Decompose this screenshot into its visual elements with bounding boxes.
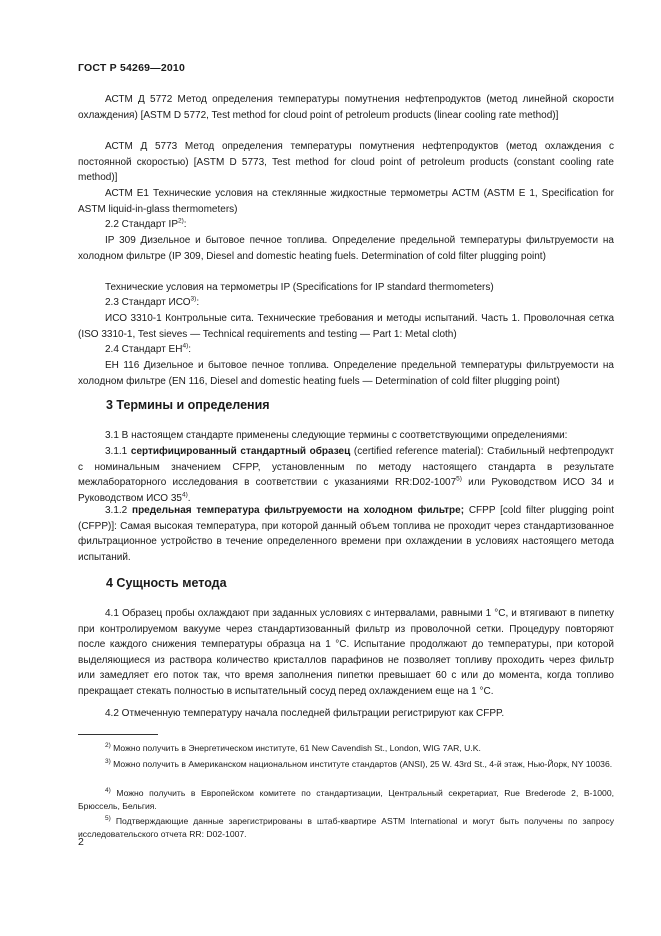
ref-en-heading xyxy=(78,342,614,358)
ref-en-heading-text: 2.4 Стандарт ЕН xyxy=(105,344,183,355)
ref-en-116: ЕН 116 Дизельное и бытовое печное топлива. Определение предельной температуры фильтруемости на холодном фильтре (EN 116, Diesel and domestic heating fuels — Determination of cold filter plugging point) xyxy=(78,360,614,387)
footnote-2-mark: 2) xyxy=(105,742,111,750)
term-3-1-1-definition: (certified reference material): Стабильный нефтепродукт с номинальным значением CFPP, установленным по методу настоящего стандарта в результате межлабораторного исследования в соответствии с указаниями RR:D02-1007 xyxy=(78,446,615,488)
footnote-ref-3: 3) xyxy=(190,295,197,303)
footnote-3 xyxy=(78,758,614,771)
term-3-1-1-period: . xyxy=(187,492,191,504)
ref-iso-heading-text: 2.3 Стандарт ИСО xyxy=(105,297,191,308)
footnote-2 xyxy=(78,742,614,755)
term-3-1-1-number: 3.1.1 xyxy=(105,446,131,457)
term-3-1-1 xyxy=(78,444,614,506)
standard-code: ГОСТ Р 54269—2010 xyxy=(78,62,186,74)
page-number: 2 xyxy=(78,836,84,848)
ref-astm-d5773: АСТМ Д 5773 Метод определения температуры помутнения нефтепродуктов (метод охлаждения с постоянной скоростью) [ASTM D 5773, Test method for cloud point of petroleum products (constant cooling rate method)] xyxy=(78,141,614,183)
ref-iso-heading-colon: : xyxy=(196,297,200,308)
ref-iso-3310: ИСО 3310-1 Контрольные сита. Технические требования и методы испытаний. Часть 1. Проволочная сетка (ISO 3310-1, Test sieves — Technical requirements and testing — Part 1: Metal cloth) xyxy=(78,313,614,340)
section-3-intro: 3.1 В настоящем стандарте применены следующие термины с соответствующими определениями: xyxy=(105,430,568,441)
footnote-4-mark: 4) xyxy=(105,787,111,795)
footnote-ref-5: 5) xyxy=(456,475,462,483)
footnote-5-text: Подтверждающие данные зарегистрированы в штаб-квартире ASTM International и могут быть получены по запросу исследовательского отчета RR: D02-1007. xyxy=(78,816,614,839)
clause-4-2: 4.2 Отмеченную температуру начала последней фильтрации регистрируют как CFPP. xyxy=(105,708,505,719)
ref-ip-thermometers: Технические условия на термометры IP (Specifications for IP standard thermometers) xyxy=(105,282,494,293)
footnote-4-text: Можно получить в Европейском комитете по стандартизации, Центральный секретариат, Rue Brederode 2, B-1000, Брюссель, Бельгия. xyxy=(78,788,614,811)
footnote-ref-4b: 4) xyxy=(181,491,188,499)
footnote-ref-2: 2) xyxy=(178,217,184,225)
footnote-5-mark: 5) xyxy=(105,815,111,823)
term-3-1-2 xyxy=(78,503,614,565)
ref-astm-e1: АСТМ Е1 Технические условия на стеклянные жидкостные термометры АСТМ (ASTM E 1, Specification for ASTM liquid-in-glass thermometers) xyxy=(78,188,614,215)
ref-iso-heading xyxy=(78,295,614,311)
clause-4-1: 4.1 Образец пробы охлаждают при заданных условиях с интервалами, равными 1 °С, и втягивают в пипетку при контролируемом вакууме через стандартизованный фильтр из проволочной сетки. Процедуру повторяют после каждого снижения температуры образца на 1 °С. Испытание продолжают до температуры, при которой выделяющиеся из раствора количество кристаллов парафинов не позволяет топливу проходить через фильтр или замедляет его поток так, что время заполнения пипетки превышает 60 с или до момента, когда топливо прекращает стекать полностью в испытательный сосуд перед охлаждением еще на 1 °С. xyxy=(78,608,614,697)
section-4-heading: 4 Сущность метода xyxy=(106,576,227,590)
footnote-divider xyxy=(78,734,158,735)
ref-ip-heading-text: 2.2 Стандарт IP xyxy=(105,219,178,230)
term-3-1-2-definition: CFPP [cold filter plugging point (CFPP)]: Самая высокая температура, при которой данный объем топлива не проходит через стандартизованное фильтрационное устройство в течение определенного времени при охлаждении в условиях настоящего метода испытаний. xyxy=(78,505,614,563)
footnote-5 xyxy=(78,815,614,840)
footnote-3-mark: 3) xyxy=(105,758,111,766)
footnote-4 xyxy=(78,787,614,812)
term-3-1-1-definition-cont: или Руководством ИСО 34 и Руководством ИСО 35 xyxy=(78,477,614,504)
term-3-1-2-term: предельная температура фильтруемости на холодном фильтре; xyxy=(132,505,465,516)
term-3-1-1-term: сертифицированный стандартный образец xyxy=(130,446,351,457)
ref-en-heading-colon: : xyxy=(188,344,192,355)
footnote-3-text: Можно получить в Американском национальном институте стандартов (ANSI), 25 W. 43rd St., 4-й этаж, Нью-Йорк, NY 10036. xyxy=(110,759,613,769)
ref-ip-309: IP 309 Дизельное и бытовое печное топлива. Определение предельной температуры фильтруемости на холодном фильтре (IP 309, Diesel and domestic heating fuels. Determination of cold filter plugging point) xyxy=(78,235,614,262)
ref-astm-d5772: АСТМ Д 5772 Метод определения температуры помутнения нефтепродуктов (метод линейной скорости охлаждения) [ASTM D 5772, Test method for cloud point of petroleum products (linear cooling rate method)] xyxy=(78,94,614,121)
footnote-ref-4: 4) xyxy=(182,342,189,350)
ref-ip-heading xyxy=(78,217,614,233)
footnote-2-text: Можно получить в Энергетическом институте, 61 New Cavendish St., London, WIG 7AR, U.K. xyxy=(110,743,481,753)
ref-ip-heading-colon: : xyxy=(183,219,187,230)
term-3-1-2-number: 3.1.2 xyxy=(105,505,133,516)
section-3-heading: 3 Термины и определения xyxy=(106,398,270,412)
